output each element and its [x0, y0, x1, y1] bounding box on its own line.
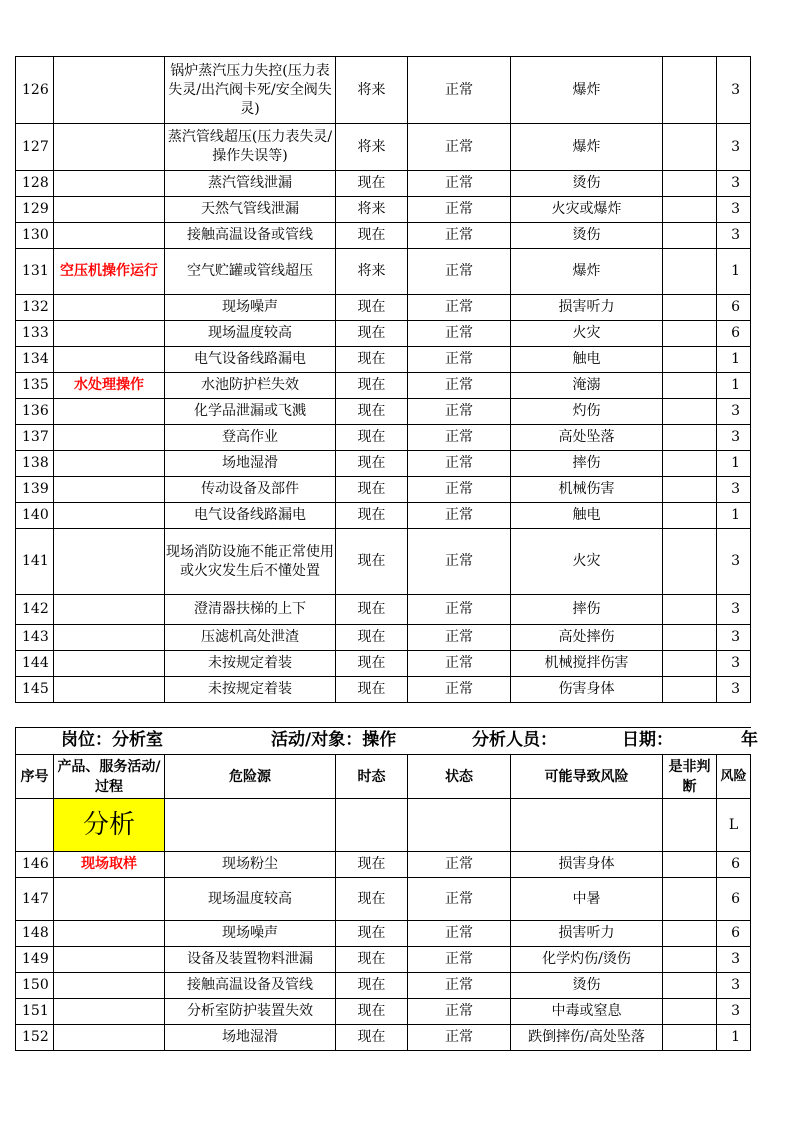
- cell-tense: 现在: [336, 852, 408, 878]
- title-no: [16, 799, 54, 852]
- cell-level: 3: [717, 999, 751, 1025]
- table-row: [16, 223, 751, 249]
- cell-tense: 将来: [336, 197, 408, 223]
- cell-judge: [663, 373, 717, 399]
- cell-tense: 现在: [336, 171, 408, 197]
- cell-activity: [54, 878, 165, 921]
- cell-level: 3: [717, 171, 751, 197]
- cell-level: 1: [717, 249, 751, 295]
- cell-activity: 空压机操作运行: [54, 249, 165, 295]
- title-level: L: [717, 799, 751, 852]
- cell-hazard: 空气贮罐或管线超压: [165, 249, 336, 295]
- cell-level: 3: [717, 625, 751, 651]
- cell-activity: [54, 1025, 165, 1051]
- cell-judge: [663, 878, 717, 921]
- cell-judge: [663, 921, 717, 947]
- cell-state: 正常: [408, 947, 511, 973]
- cell-activity: [54, 223, 165, 249]
- cell-hazard: 锅炉蒸汽压力失控(压力表失灵/出汽阀卡死/安全阀失灵): [165, 57, 336, 124]
- cell-hazard: 现场噪声: [165, 295, 336, 321]
- cell-hazard: 电气设备线路漏电: [165, 347, 336, 373]
- cell-state: 正常: [408, 595, 511, 625]
- cell-tense: 现在: [336, 878, 408, 921]
- cell-hazard: 场地湿滑: [165, 1025, 336, 1051]
- cell-risk: 爆炸: [511, 124, 663, 171]
- cell-risk: 伤害身体: [511, 677, 663, 703]
- cell-level: 3: [717, 124, 751, 171]
- cell-tense: 现在: [336, 999, 408, 1025]
- cell-level: 3: [717, 529, 751, 595]
- cell-tense: 现在: [336, 373, 408, 399]
- cell-judge: [663, 171, 717, 197]
- cell-activity: [54, 399, 165, 425]
- cell-hazard: 蒸汽管线泄漏: [165, 171, 336, 197]
- cell-state: 正常: [408, 1025, 511, 1051]
- cell-state: 正常: [408, 529, 511, 595]
- cell-no: 147: [16, 878, 54, 921]
- cell-tense: 现在: [336, 973, 408, 999]
- cell-state: 正常: [408, 223, 511, 249]
- cell-risk: 爆炸: [511, 249, 663, 295]
- title-activity: 分析: [54, 799, 165, 852]
- title-judge: [663, 799, 717, 852]
- cell-risk: 损害听力: [511, 295, 663, 321]
- table-row: [16, 1025, 751, 1051]
- cell-risk: 机械搅拌伤害: [511, 651, 663, 677]
- cell-no: 150: [16, 973, 54, 999]
- table-row: [16, 973, 751, 999]
- banner-analyst: 分析人员：: [472, 730, 557, 750]
- cell-hazard: 未按规定着装: [165, 651, 336, 677]
- table-row: [16, 947, 751, 973]
- cell-activity: [54, 921, 165, 947]
- cell-judge: [663, 595, 717, 625]
- cell-risk: 爆炸: [511, 57, 663, 124]
- table-row: [16, 852, 751, 878]
- cell-hazard: 蒸汽管线超压(压力表失灵/操作失误等): [165, 124, 336, 171]
- table-row: [16, 625, 751, 651]
- cell-no: 143: [16, 625, 54, 651]
- cell-tense: 现在: [336, 921, 408, 947]
- cell-activity: [54, 677, 165, 703]
- banner-date: 日期：: [622, 730, 673, 750]
- cell-level: 3: [717, 677, 751, 703]
- cell-state: 正常: [408, 921, 511, 947]
- banner-year-cut: 年: [741, 730, 758, 750]
- table-row: [16, 595, 751, 625]
- cell-no: 144: [16, 651, 54, 677]
- table-row: [16, 529, 751, 595]
- cell-judge: [663, 347, 717, 373]
- cell-judge: [663, 295, 717, 321]
- cell-tense: 现在: [336, 347, 408, 373]
- cell-no: 131: [16, 249, 54, 295]
- cell-risk: 火灾或爆炸: [511, 197, 663, 223]
- title-tense: [336, 799, 408, 852]
- cell-hazard: 水池防护栏失效: [165, 373, 336, 399]
- cell-level: 3: [717, 477, 751, 503]
- cell-tense: 现在: [336, 595, 408, 625]
- cell-level: 6: [717, 852, 751, 878]
- cell-tense: 将来: [336, 249, 408, 295]
- cell-state: 正常: [408, 321, 511, 347]
- cell-hazard: 化学品泄漏或飞溅: [165, 399, 336, 425]
- cell-state: 正常: [408, 625, 511, 651]
- header-judge: 是非判断: [663, 755, 717, 799]
- cell-risk: 摔伤: [511, 451, 663, 477]
- cell-risk: 高处坠落: [511, 425, 663, 451]
- cell-tense: 现在: [336, 399, 408, 425]
- cell-no: 136: [16, 399, 54, 425]
- cell-level: 3: [717, 973, 751, 999]
- header-activity: 产品、服务活动/过程: [54, 755, 165, 799]
- cell-judge: [663, 321, 717, 347]
- cell-judge: [663, 999, 717, 1025]
- cell-no: 140: [16, 503, 54, 529]
- title-hazard: [165, 799, 336, 852]
- banner-activity: 活动/对象：操作: [271, 730, 397, 750]
- cell-level: 3: [717, 223, 751, 249]
- cell-no: 141: [16, 529, 54, 595]
- cell-judge: [663, 651, 717, 677]
- cell-judge: [663, 197, 717, 223]
- table-row: [16, 503, 751, 529]
- cell-tense: 现在: [336, 321, 408, 347]
- cell-state: 正常: [408, 399, 511, 425]
- cell-hazard: 现场消防设施不能正常使用或火灾发生后不懂处置: [165, 529, 336, 595]
- cell-activity: [54, 197, 165, 223]
- cell-risk: 灼伤: [511, 399, 663, 425]
- cell-tense: 将来: [336, 124, 408, 171]
- cell-level: 6: [717, 321, 751, 347]
- cell-activity: 现场取样: [54, 852, 165, 878]
- cell-no: 128: [16, 171, 54, 197]
- cell-state: 正常: [408, 124, 511, 171]
- cell-level: 3: [717, 595, 751, 625]
- cell-state: 正常: [408, 451, 511, 477]
- cell-level: 3: [717, 197, 751, 223]
- cell-judge: [663, 503, 717, 529]
- cell-judge: [663, 451, 717, 477]
- table-row: [16, 57, 751, 124]
- cell-activity: [54, 124, 165, 171]
- cell-tense: 现在: [336, 451, 408, 477]
- table-row: [16, 373, 751, 399]
- cell-state: 正常: [408, 999, 511, 1025]
- cell-no: 132: [16, 295, 54, 321]
- cell-tense: 现在: [336, 625, 408, 651]
- cell-tense: 现在: [336, 947, 408, 973]
- cell-hazard: 电气设备线路漏电: [165, 503, 336, 529]
- cell-activity: [54, 503, 165, 529]
- cell-no: 139: [16, 477, 54, 503]
- table-row: [16, 999, 751, 1025]
- cell-risk: 火灾: [511, 321, 663, 347]
- cell-no: 142: [16, 595, 54, 625]
- table-row: [16, 451, 751, 477]
- cell-judge: [663, 249, 717, 295]
- cell-state: 正常: [408, 477, 511, 503]
- cell-level: 6: [717, 878, 751, 921]
- cell-no: 133: [16, 321, 54, 347]
- table-row: [16, 921, 751, 947]
- cell-no: 152: [16, 1025, 54, 1051]
- cell-risk: 淹溺: [511, 373, 663, 399]
- cell-level: 1: [717, 1025, 751, 1051]
- title-risk: [511, 799, 663, 852]
- cell-judge: [663, 1025, 717, 1051]
- cell-activity: [54, 999, 165, 1025]
- table-row: [16, 347, 751, 373]
- title-row: [16, 799, 751, 852]
- cell-activity: [54, 973, 165, 999]
- cell-state: 正常: [408, 295, 511, 321]
- cell-activity: [54, 321, 165, 347]
- table-row: [16, 425, 751, 451]
- table-row: [16, 677, 751, 703]
- cell-risk: 跌倒摔伤/高处坠落: [511, 1025, 663, 1051]
- cell-activity: 水处理操作: [54, 373, 165, 399]
- cell-tense: 现在: [336, 529, 408, 595]
- table-row: [16, 321, 751, 347]
- cell-level: 3: [717, 57, 751, 124]
- cell-judge: [663, 852, 717, 878]
- header-no: 序号: [16, 755, 54, 799]
- table-row: [16, 399, 751, 425]
- cell-activity: [54, 57, 165, 124]
- cell-judge: [663, 677, 717, 703]
- cell-no: 137: [16, 425, 54, 451]
- cell-state: 正常: [408, 852, 511, 878]
- cell-no: 135: [16, 373, 54, 399]
- cell-no: 127: [16, 124, 54, 171]
- header-level: 风险: [717, 755, 751, 799]
- cell-activity: [54, 425, 165, 451]
- cell-state: 正常: [408, 347, 511, 373]
- cell-no: 151: [16, 999, 54, 1025]
- cell-no: 126: [16, 57, 54, 124]
- cell-activity: [54, 451, 165, 477]
- cell-risk: 中暑: [511, 878, 663, 921]
- cell-hazard: 天然气管线泄漏: [165, 197, 336, 223]
- cell-hazard: 接触高温设备或管线: [165, 223, 336, 249]
- cell-risk: 触电: [511, 503, 663, 529]
- risk-table-boiler-water: [15, 56, 751, 703]
- cell-activity: [54, 477, 165, 503]
- cell-activity: [54, 171, 165, 197]
- table-row: [16, 249, 751, 295]
- cell-hazard: 澄清器扶梯的上下: [165, 595, 336, 625]
- cell-level: 1: [717, 373, 751, 399]
- header-tense: 时态: [336, 755, 408, 799]
- cell-activity: [54, 595, 165, 625]
- cell-activity: [54, 347, 165, 373]
- cell-judge: [663, 625, 717, 651]
- cell-state: 正常: [408, 973, 511, 999]
- cell-tense: 现在: [336, 477, 408, 503]
- title-state: [408, 799, 511, 852]
- cell-activity: [54, 651, 165, 677]
- cell-hazard: 接触高温设备及管线: [165, 973, 336, 999]
- cell-judge: [663, 57, 717, 124]
- table-row: [16, 171, 751, 197]
- cell-risk: 烫伤: [511, 171, 663, 197]
- cell-no: 134: [16, 347, 54, 373]
- cell-hazard: 设备及装置物料泄漏: [165, 947, 336, 973]
- cell-risk: 触电: [511, 347, 663, 373]
- cell-no: 145: [16, 677, 54, 703]
- cell-state: 正常: [408, 677, 511, 703]
- cell-level: 6: [717, 295, 751, 321]
- table-row: [16, 878, 751, 921]
- cell-hazard: 现场温度较高: [165, 321, 336, 347]
- cell-judge: [663, 399, 717, 425]
- cell-tense: 现在: [336, 223, 408, 249]
- cell-level: 3: [717, 651, 751, 677]
- cell-tense: 现在: [336, 1025, 408, 1051]
- cell-hazard: 未按规定着装: [165, 677, 336, 703]
- cell-state: 正常: [408, 425, 511, 451]
- cell-tense: 现在: [336, 651, 408, 677]
- cell-hazard: 现场噪声: [165, 921, 336, 947]
- table-row: [16, 197, 751, 223]
- banner-post: 岗位：分析室: [61, 730, 163, 750]
- cell-state: 正常: [408, 878, 511, 921]
- cell-hazard: 登高作业: [165, 425, 336, 451]
- cell-risk: 高处摔伤: [511, 625, 663, 651]
- cell-state: 正常: [408, 503, 511, 529]
- cell-hazard: 场地湿滑: [165, 451, 336, 477]
- cell-judge: [663, 477, 717, 503]
- cell-level: 1: [717, 347, 751, 373]
- column-header-row: [16, 755, 751, 799]
- cell-judge: [663, 947, 717, 973]
- cell-activity: [54, 947, 165, 973]
- cell-state: 正常: [408, 171, 511, 197]
- cell-state: 正常: [408, 249, 511, 295]
- risk-table-analysis-room: [15, 727, 758, 1051]
- cell-tense: 现在: [336, 425, 408, 451]
- cell-state: 正常: [408, 373, 511, 399]
- cell-judge: [663, 973, 717, 999]
- cell-no: 146: [16, 852, 54, 878]
- cell-risk: 烫伤: [511, 223, 663, 249]
- cell-judge: [663, 124, 717, 171]
- cell-state: 正常: [408, 651, 511, 677]
- table-row: [16, 124, 751, 171]
- cell-level: 3: [717, 947, 751, 973]
- cell-tense: 现在: [336, 295, 408, 321]
- cell-activity: [54, 625, 165, 651]
- cell-judge: [663, 425, 717, 451]
- cell-hazard: 现场温度较高: [165, 878, 336, 921]
- header-state: 状态: [408, 755, 511, 799]
- section-banner-row: [16, 728, 751, 755]
- cell-state: 正常: [408, 57, 511, 124]
- cell-level: 3: [717, 425, 751, 451]
- cell-level: 6: [717, 921, 751, 947]
- cell-activity: [54, 529, 165, 595]
- cell-risk: 烫伤: [511, 973, 663, 999]
- cell-hazard: 分析室防护装置失效: [165, 999, 336, 1025]
- header-hazard: 危险源: [165, 755, 336, 799]
- cell-judge: [663, 529, 717, 595]
- cell-no: 129: [16, 197, 54, 223]
- cell-no: 138: [16, 451, 54, 477]
- cell-risk: 机械伤害: [511, 477, 663, 503]
- cell-risk: 中毒或窒息: [511, 999, 663, 1025]
- cell-risk: 摔伤: [511, 595, 663, 625]
- cell-risk: 火灾: [511, 529, 663, 595]
- cell-activity: [54, 295, 165, 321]
- cell-risk: 损害听力: [511, 921, 663, 947]
- cell-no: 149: [16, 947, 54, 973]
- cell-no: 148: [16, 921, 54, 947]
- cell-level: 1: [717, 451, 751, 477]
- cell-level: 3: [717, 399, 751, 425]
- cell-tense: 现在: [336, 503, 408, 529]
- cell-risk: 损害身体: [511, 852, 663, 878]
- table-row: [16, 295, 751, 321]
- cell-hazard: 现场粉尘: [165, 852, 336, 878]
- cell-no: 130: [16, 223, 54, 249]
- table-row: [16, 651, 751, 677]
- cell-state: 正常: [408, 197, 511, 223]
- cell-level: 1: [717, 503, 751, 529]
- header-risk: 可能导致风险: [511, 755, 663, 799]
- cell-hazard: 压滤机高处泄渣: [165, 625, 336, 651]
- cell-hazard: 传动设备及部件: [165, 477, 336, 503]
- cell-judge: [663, 223, 717, 249]
- cell-tense: 现在: [336, 677, 408, 703]
- cell-tense: 将来: [336, 57, 408, 124]
- table-row: [16, 477, 751, 503]
- cell-risk: 化学灼伤/烫伤: [511, 947, 663, 973]
